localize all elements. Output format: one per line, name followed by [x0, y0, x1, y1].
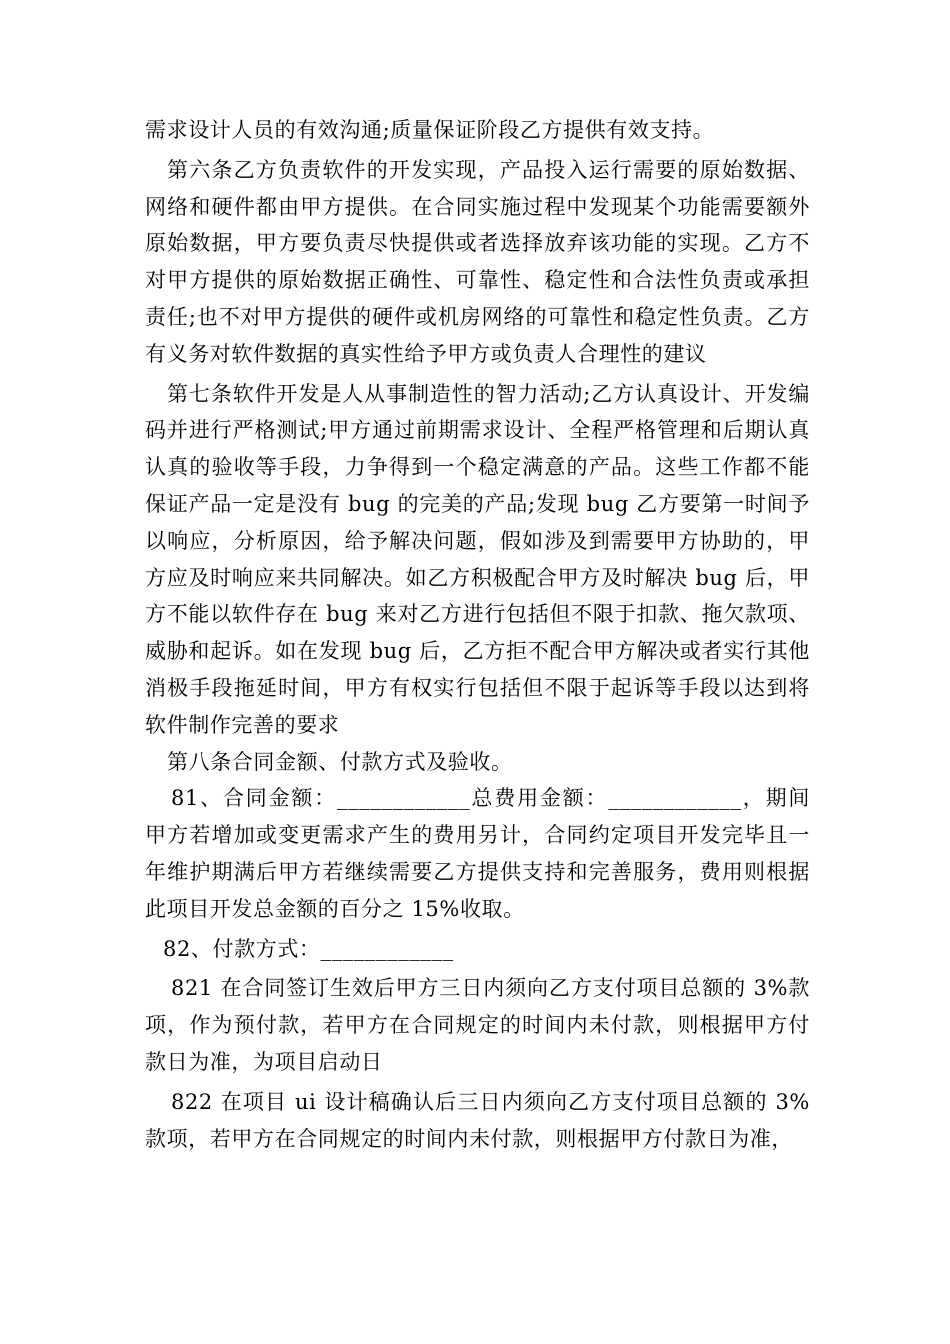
paragraph-article-6: 第六条乙方负责软件的开发实现，产品投入运行需要的原始数据、网络和硬件都由甲方提供。在合同实施过程中发现某个功能需要额外原始数据，甲方要负责尽快提供或者选择放弃该功能的实现。乙方不对甲方提供的原始数据正确性、可靠性、稳定性和合法性负责或承担责任;也不对甲方提供的硬件或机房网络的可靠性和稳定性负责。乙方有义务对软件数据的真实性给予甲方或负责人合理性的建议 [145, 157, 810, 366]
paragraph-8-2-1-prepayment: 821 在合同签订生效后甲方三日内须向乙方支付项目总额的 3%款项，作为预付款，若甲方在合同规定的时间内未付款，则根据甲方付款日为准，为项目启动日 [145, 976, 810, 1074]
paragraph-8-1-contract-amount: 81、合同金额：____________总费用金额：____________，期间甲方若增加或变更需求产生的费用另计，合同约定项目开发完毕且一年维护期满后甲方若继续需要乙方提供支持和完善服务，费用则根据此项目开发总金额的百分之 15%收取。 [145, 786, 810, 921]
document-page [145, 112, 810, 1157]
paragraph-article-7: 第七条软件开发是人从事制造性的智力活动;乙方认真设计、开发编码并进行严格测试;甲方通过前期需求设计、全程严格管理和后期认真认真的验收等手段，力争得到一个稳定满意的产品。这些工作都不能保证产品一定是没有 bug 的完美的产品;发现 bug 乙方要第一时间予以响应，分析原因，给予解决问题，假如涉及到需要甲方协助的，甲方应及时响应来共同解决。如乙方积极配合甲方及时解决 bug 后，甲方不能以软件存在 bug 来对乙方进行包括但不限于扣款、拖欠款项、威胁和起诉。如在发现 bug 后，乙方拒不配合甲方解决或者实行其他消极手段拖延时间，甲方有权实行包括但不限于起诉等手段以达到将软件制作完善的要求 [145, 381, 810, 737]
paragraph-8-2-payment-method: 82、付款方式：____________ [163, 936, 454, 961]
paragraph-1: 需求设计人员的有效沟通;质量保证阶段乙方提供有效支持。 [145, 118, 715, 142]
paragraph-article-8: 第八条合同金额、付款方式及验收。 [167, 749, 513, 774]
paragraph-8-2-2-ui-design-payment: 822 在项目 ui 设计稿确认后三日内须向乙方支付项目总额的 3%款项，若甲方在合同规定的时间内未付款，则根据甲方付款日为准， [145, 1089, 810, 1151]
